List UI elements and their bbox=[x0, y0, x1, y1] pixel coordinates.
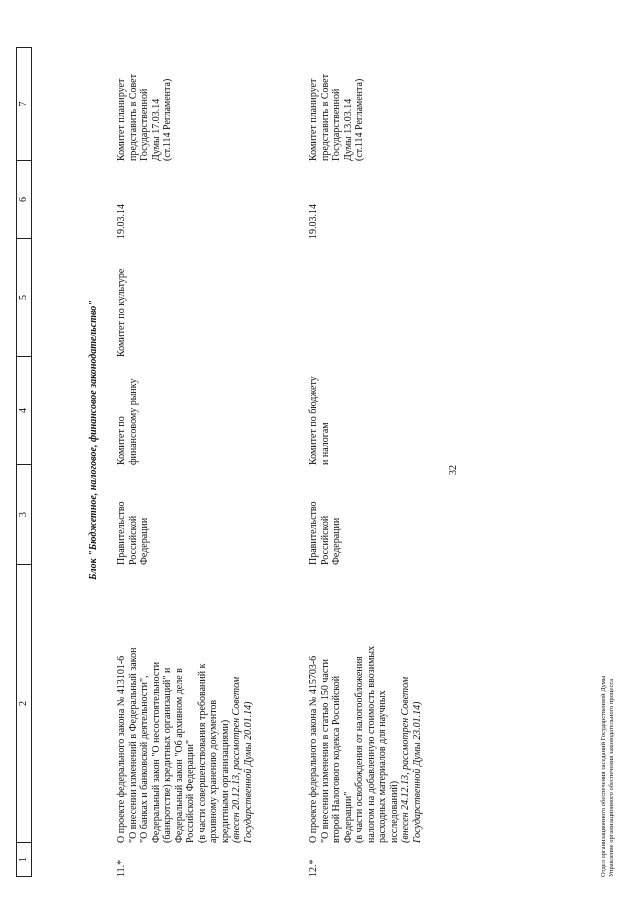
bill-description: О проекте федерального закона № 415703-6 "О внесении изменения в статью 150 части второй Налогового кодекса Российской Федерации" (в части освобождения от налогообложения налогом на добавленную стоимость ввозимых расходных материалов для научных исследований) (внесен 24.12.13, рассмотрен Советом Государственной Думы 23.01.14) bbox=[308, 573, 423, 843]
column-header-7: 7 bbox=[18, 101, 29, 107]
initiator: Правительство Российской Федерации bbox=[116, 501, 150, 565]
responsible-committee: Комитет по финансовому рынку bbox=[116, 378, 139, 465]
row-number: 11.* bbox=[116, 859, 127, 877]
co-committee: Комитет по культуре bbox=[116, 268, 127, 357]
column-header-4: 4 bbox=[17, 356, 31, 464]
initiator: Правительство Российской Федерации bbox=[308, 501, 342, 565]
column-header-3: 3 bbox=[17, 464, 31, 564]
bill-note: Государственной Думы 23.01.14) bbox=[411, 701, 423, 843]
column-header-row bbox=[16, 47, 32, 877]
committee-plan: Комитет планирует представить в Совет Государственной Думы 13.03.14 (ст.114 Регламента) bbox=[308, 74, 365, 161]
footer-line: Отдел организационного обеспечения заседаний Государственной Думы bbox=[600, 675, 607, 877]
bill-note: Государственной Думы 20.01.14) bbox=[242, 701, 254, 843]
column-header-6: 6 bbox=[17, 160, 31, 238]
bill-note: (внесен 20.12.13, рассмотрен Советом bbox=[231, 676, 242, 843]
committee-plan: Комитет планирует представить в Совет Государственной Думы 17.03.14 (ст.114 Регламента) bbox=[116, 74, 173, 161]
footer-line: Управление организационного обеспечения законодательного процесса bbox=[608, 678, 615, 877]
bill-note: (внесен 24.12.13, рассмотрен Советом bbox=[400, 676, 411, 843]
row-number: 12.* bbox=[308, 859, 319, 877]
footer bbox=[600, 676, 616, 877]
column-header-5: 5 bbox=[17, 238, 31, 356]
block-title: Блок "Бюджетное, налоговое, финансовое законодательство" bbox=[88, 300, 99, 580]
date: 19.03.14 bbox=[308, 204, 319, 239]
column-header-2: 2 bbox=[17, 564, 31, 842]
date: 19.03.14 bbox=[116, 204, 127, 239]
responsible-committee: Комитет по бюджету и налогам bbox=[308, 376, 331, 465]
page-number: 32 bbox=[448, 465, 459, 475]
column-header-1: 1 bbox=[17, 842, 31, 876]
bill-description: О проекте федерального закона № 413101-6 "О внесении изменений в Федеральный закон "О банках и банковской деятельности", Федеральный закон "О несостоятельности (банкротстве) кредитных организаций" и Федеральный закон "Об архивном деле в Российской Федерации" (в части совершенствования требований к архивному хранению документов кредитными организациями) (внесен 20.12.13, рассмотрен Советом Государственной Думы 20.01.14) bbox=[116, 573, 254, 843]
